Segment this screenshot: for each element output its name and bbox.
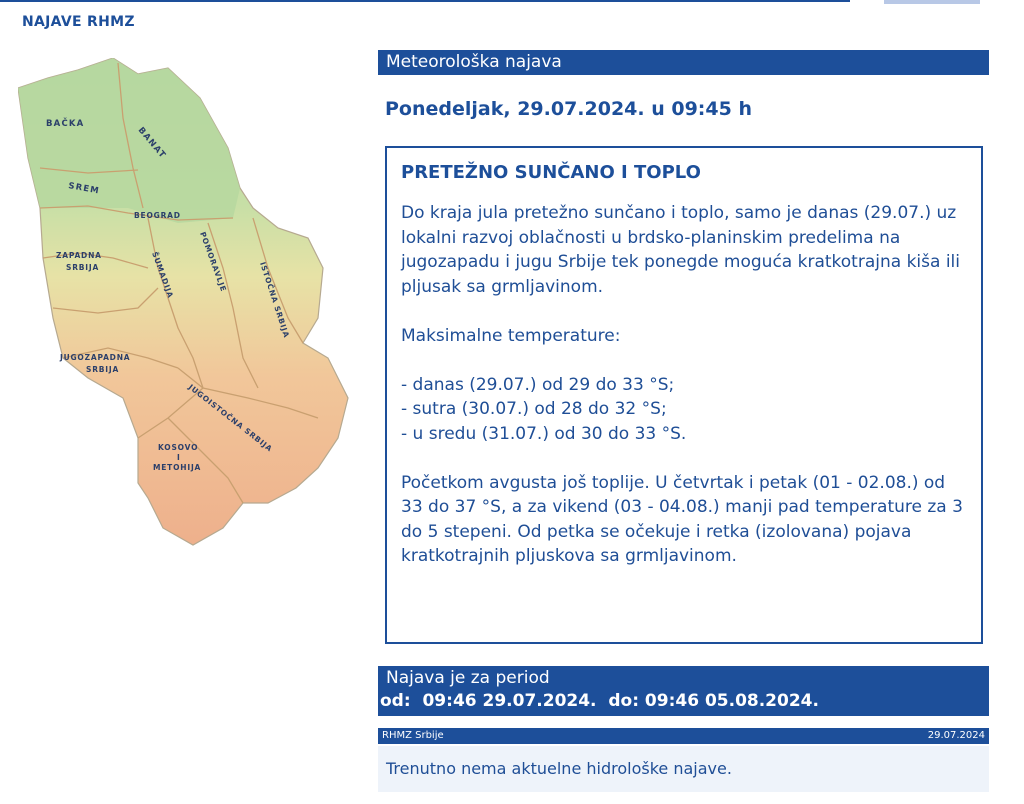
region-label: POMORAVLJE	[198, 230, 229, 294]
region-label: ZAPADNA	[56, 251, 102, 260]
region-label: SREM	[67, 181, 101, 197]
top-divider	[0, 0, 850, 2]
temps-item: - u sredu (31.07.) od 30 do 33 °S.	[401, 423, 687, 444]
region-label: BAČKA	[46, 119, 85, 129]
region-label: SRBIJA	[66, 263, 100, 272]
region-label: SRBIJA	[86, 365, 120, 374]
forecast-date: Ponedeljak, 29.07.2024. u 09:45 h	[385, 98, 752, 120]
hydro-message: Trenutno nema aktuelne hidrološke najave.	[378, 746, 989, 792]
region-label: KOSOVO	[158, 443, 199, 452]
forecast-section-title: Meteorološka najava	[378, 50, 989, 75]
header-logo[interactable]	[884, 0, 980, 4]
forecast-headline: PRETEŽNO SUNČANO I TOPLO	[401, 162, 701, 183]
region-label: JUGOISTOČNA SRBIJA	[186, 382, 275, 454]
period-label: Najava je za period	[386, 668, 550, 688]
region-label: JUGOZAPADNA	[60, 353, 131, 362]
region-label: METOHIJA	[153, 463, 202, 472]
forecast-period-bar	[378, 666, 989, 716]
source-date: 29.07.2024	[927, 730, 985, 741]
period-range: od: 09:46 29.07.2024. do: 09:46 05.08.2024.	[380, 691, 819, 711]
region-label: BANAT	[135, 125, 168, 161]
temps-item: - sutra (30.07.) od 28 do 32 °S;	[401, 399, 667, 419]
page-title: NAJAVE RHMZ	[22, 14, 135, 30]
source-name: RHMZ Srbije	[382, 730, 444, 741]
region-label: BEOGRAD	[134, 211, 181, 220]
serbia-regions-map[interactable]	[18, 58, 363, 550]
forecast-intro: Do kraja jula pretežno sunčano i toplo, samo je danas (29.07.) uz lokalni razvoj oblačnosti u brdsko-planinskim predelima na jugozapadu i jugu Srbije tek ponegde moguća kratkotrajna kiša ili pljusak sa grmljavinom.	[401, 203, 960, 297]
forecast-box	[385, 146, 983, 644]
temps-item: - danas (29.07.) od 29 do 33 °S;	[401, 374, 675, 395]
map-icon	[18, 58, 363, 550]
forecast-outlook: Početkom avgusta još toplije. U četvrtak i petak (01 - 02.08.) od 33 do 37 °S, a za vikend (03 - 04.08.) manji pad temperature za 3 do 5 stepeni. Od petka se očekuje i retka (izolovana) pojava kratkotrajnih pljuskova sa grmljavinom.	[401, 472, 963, 566]
region-label: ISTOČNA SRBIJA	[258, 260, 292, 340]
forecast-body	[401, 201, 967, 569]
source-bar	[378, 728, 989, 744]
region-label: I	[177, 453, 181, 462]
region-label: ŠUMADIJA	[150, 250, 176, 300]
temps-list	[401, 373, 967, 447]
temps-title: Maksimalne temperature:	[401, 325, 621, 346]
